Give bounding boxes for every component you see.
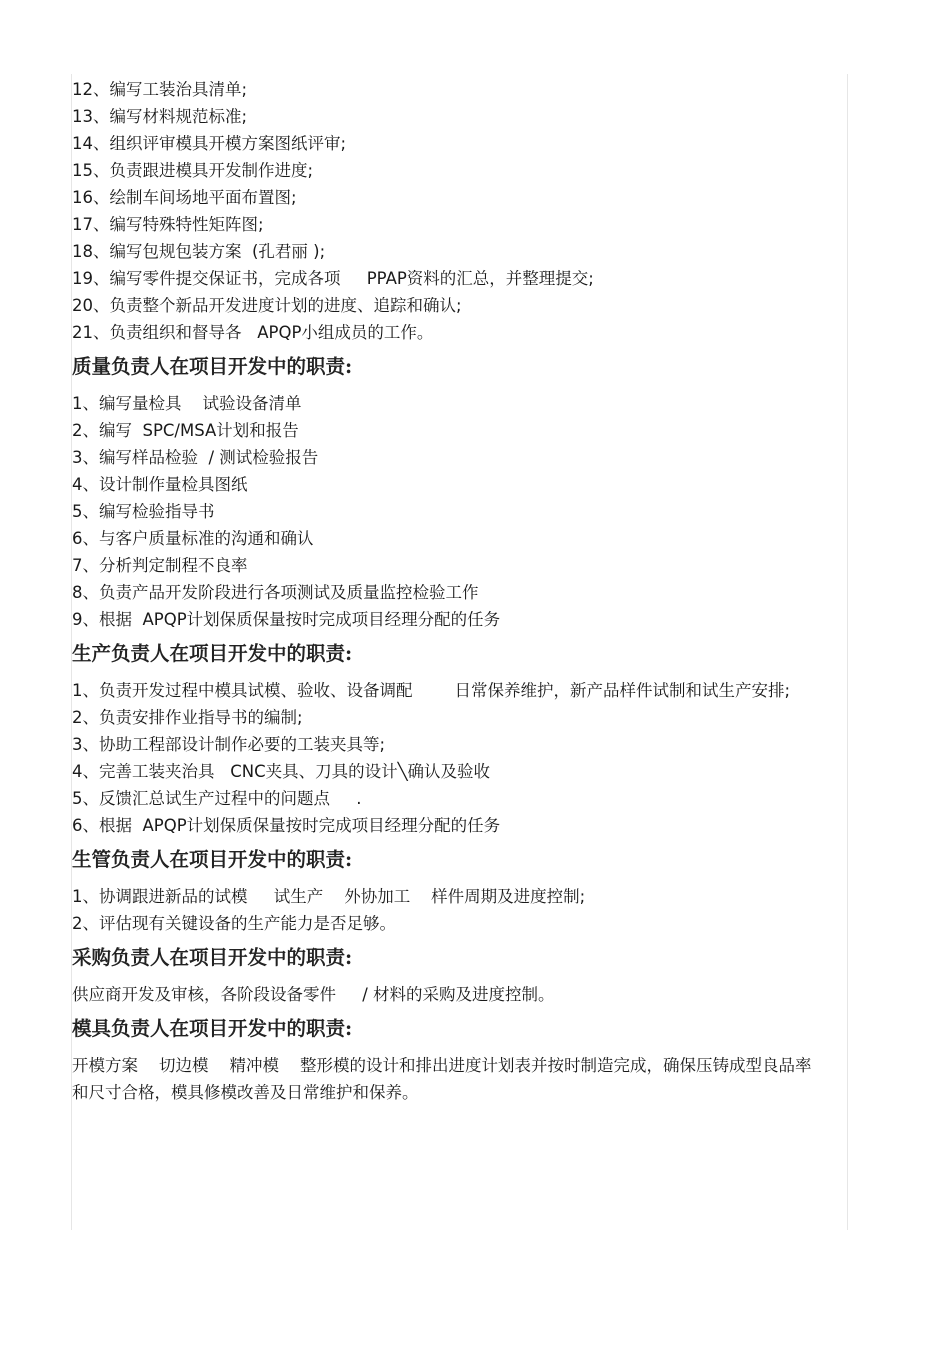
list-item: 14、组织评审模具开模方案图纸评审;: [72, 134, 347, 153]
list-item: 1、编写量检具 试验设备清单: [72, 394, 302, 413]
planning-heading: 生管负责人在项目开发中的职责:: [72, 848, 353, 871]
list-item: 12、编写工装治具清单;: [72, 80, 248, 99]
list-item: 3、协助工程部设计制作必要的工装夹具等;: [72, 735, 386, 754]
list-item: 5、反馈汇总试生产过程中的问题点 .: [72, 789, 362, 808]
list-item: 2、编写 SPC/MSA计划和报告: [72, 421, 299, 440]
list-item: 9、根据 APQP计划保质保量按时完成项目经理分配的任务: [72, 610, 501, 629]
list-item: 16、绘制车间场地平面布置图;: [72, 188, 297, 207]
list-item: 2、评估现有关键设备的生产能力是否足够。: [72, 914, 396, 933]
document-body: [72, 76, 822, 1106]
quality-section: [72, 352, 822, 633]
list-item: 1、协调跟进新品的试模 试生产 外协加工 样件周期及进度控制;: [72, 887, 586, 906]
mold-section: [72, 1014, 822, 1106]
list-item: 6、根据 APQP计划保质保量按时完成项目经理分配的任务: [72, 816, 501, 835]
list-item: 4、完善工装夹治具 CNC夹具、刀具的设计╲确认及验收: [72, 762, 491, 781]
list-item: 19、编写零件提交保证书，完成各项 PPAP资料的汇总，并整理提交;: [72, 269, 594, 288]
list-item: 3、编写样品检验 / 测试检验报告: [72, 448, 319, 467]
quality-heading: 质量负责人在项目开发中的职责:: [72, 355, 353, 378]
list-item: 18、编写包规包装方案 (孔君丽 );: [72, 242, 326, 261]
production-section: [72, 639, 822, 839]
purchasing-section: [72, 943, 822, 1008]
production-heading: 生产负责人在项目开发中的职责:: [72, 642, 353, 665]
list-item: 6、与客户质量标准的沟通和确认: [72, 529, 314, 548]
list-item: 5、编写检验指导书: [72, 502, 215, 521]
list-item: 7、分析判定制程不良率: [72, 556, 248, 575]
list-item: 17、编写特殊特性矩阵图;: [72, 215, 264, 234]
list-item: 13、编写材料规范标准;: [72, 107, 248, 126]
list-item: 2、负责安排作业指导书的编制;: [72, 708, 303, 727]
list-item: 15、负责跟进模具开发制作进度;: [72, 161, 314, 180]
list-item: 21、负责组织和督导各 APQP小组成员的工作。: [72, 323, 434, 342]
planning-section: [72, 845, 822, 937]
purchasing-heading: 采购负责人在项目开发中的职责:: [72, 946, 353, 969]
list-item: 20、负责整个新品开发进度计划的进度、追踪和确认;: [72, 296, 462, 315]
list-item: 供应商开发及审核，各阶段设备零件 / 材料的采购及进度控制。: [72, 985, 555, 1004]
mold-heading: 模具负责人在项目开发中的职责:: [72, 1017, 353, 1040]
list-item: 开模方案 切边模 精冲模 整形模的设计和排出进度计划表并按时制造完成，确保压铸成型良品率和尺寸合格，模具修模改善及日常维护和保养。: [72, 1056, 812, 1102]
list-item: 4、设计制作量检具图纸: [72, 475, 248, 494]
list-item: 1、负责开发过程中模具试模、验收、设备调配 日常保养维护，新产品样件试制和试生产安排;: [72, 681, 791, 700]
intro-list: [72, 76, 822, 346]
list-item: 8、负责产品开发阶段进行各项测试及质量监控检验工作: [72, 583, 479, 602]
